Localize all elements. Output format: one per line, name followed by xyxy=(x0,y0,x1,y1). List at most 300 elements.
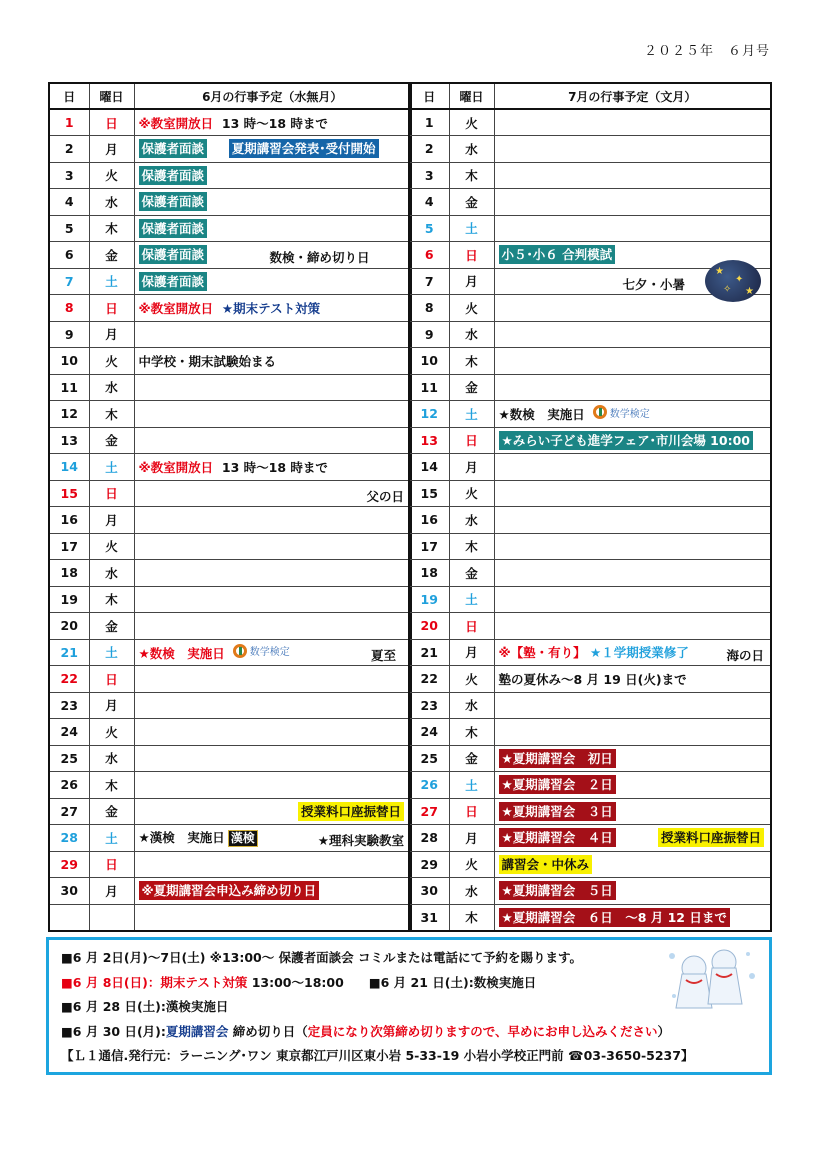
day-number: 8 xyxy=(49,295,89,322)
geshi-label: 夏至 xyxy=(370,647,396,663)
day-number: 9 xyxy=(49,321,89,348)
furikae-label: 授業料口座振替日 xyxy=(658,828,764,847)
event-cell xyxy=(134,480,411,507)
weekday: 金 xyxy=(89,242,134,269)
july-header-day: 日 xyxy=(409,83,449,109)
weekday: 土 xyxy=(89,825,134,852)
day-number: 6 xyxy=(49,242,89,269)
event-cell xyxy=(494,374,771,401)
june-row xyxy=(49,878,411,905)
july-row xyxy=(409,798,771,825)
weekday: 木 xyxy=(449,162,494,189)
weekday: 土 xyxy=(89,454,134,481)
sukken-day-label: ★数検 実施日 xyxy=(138,645,225,661)
july-row xyxy=(409,745,771,772)
day-number: 8 xyxy=(409,295,449,322)
event-cell xyxy=(134,745,411,772)
notice-line-5: 【Ｌ１通信.発行元：ラーニング･ワン 東京都江戸川区東小岩 5-33-19 小岩小学校正門前 ☎03-3650-5237】 xyxy=(61,1048,694,1063)
weekday xyxy=(89,904,134,931)
july-header-title: 7月の行事予定（文月） xyxy=(494,83,771,109)
issue-label: ２０２５年 ６月号 xyxy=(643,44,770,59)
furikae-label: 授業料口座振替日 xyxy=(298,802,404,821)
june-row xyxy=(49,189,411,216)
event-cell xyxy=(134,639,411,666)
june-row xyxy=(49,242,411,269)
day-number: 21 xyxy=(49,639,89,666)
july-row xyxy=(409,586,771,613)
notice-line-2: ■6 月 8日(日)：期末テスト対策 13:00～18:00 ■6 月 21 日(土):数検実施日 xyxy=(61,974,537,990)
weekday: 日 xyxy=(89,295,134,322)
day-number: 21 xyxy=(409,639,449,666)
weekday: 金 xyxy=(449,560,494,587)
weekday: 金 xyxy=(449,189,494,216)
day-number: 20 xyxy=(409,613,449,640)
weekday: 火 xyxy=(449,480,494,507)
event-cell xyxy=(494,586,771,613)
day-number: 17 xyxy=(409,533,449,560)
event-cell xyxy=(134,825,411,852)
weekday: 火 xyxy=(449,295,494,322)
natsuyasumi-label: 塾の夏休み～8 月 19 日(火)まで xyxy=(498,671,687,687)
sugaku-kentei-icon xyxy=(233,644,247,658)
event-cell xyxy=(494,878,771,905)
kimatsu-label: ★期末テスト対策 xyxy=(221,300,321,316)
weekday: 金 xyxy=(449,745,494,772)
event-cell xyxy=(494,427,771,454)
event-cell xyxy=(134,295,411,322)
event-cell xyxy=(494,692,771,719)
july-header-weekday: 曜日 xyxy=(449,83,494,109)
weekday: 水 xyxy=(89,560,134,587)
day-number: 19 xyxy=(409,586,449,613)
event-cell xyxy=(134,321,411,348)
day-number: 5 xyxy=(49,215,89,242)
day-number: 14 xyxy=(409,454,449,481)
kaki-day-label: ★夏期講習会 ５日 xyxy=(499,881,616,900)
day-number: 13 xyxy=(49,427,89,454)
event-cell xyxy=(494,719,771,746)
event-cell xyxy=(134,586,411,613)
day-number: 22 xyxy=(49,666,89,693)
day-number: 10 xyxy=(49,348,89,375)
event-cell xyxy=(134,454,411,481)
weekday: 土 xyxy=(449,401,494,428)
june-row xyxy=(49,480,411,507)
july-row xyxy=(409,666,771,693)
weekday: 木 xyxy=(89,215,134,242)
july-row xyxy=(409,613,771,640)
weekday: 月 xyxy=(89,507,134,534)
day-number: 29 xyxy=(49,851,89,878)
weekday: 日 xyxy=(449,798,494,825)
weekday: 水 xyxy=(449,321,494,348)
day-number: 23 xyxy=(409,692,449,719)
notice-line-1: ■6 月 2日(月)～7日(土) ※13:00～ 保護者面談会 コミルまたは電話にて予約を賜ります。 xyxy=(61,950,582,965)
open-day-label: ※教室開放日 xyxy=(138,300,214,316)
day-number: 2 xyxy=(49,136,89,163)
day-number: 30 xyxy=(49,878,89,905)
event-cell xyxy=(494,454,771,481)
june-header-day: 日 xyxy=(49,83,89,109)
event-cell xyxy=(494,825,771,852)
june-row xyxy=(49,136,411,163)
day-number: 5 xyxy=(409,215,449,242)
tanabata-illustration: ★ ✦ ★ ✧ xyxy=(705,260,761,302)
event-cell xyxy=(134,401,411,428)
june-row xyxy=(49,745,411,772)
gohan-moshi-label: 小５･小６ 合判模試 xyxy=(499,245,616,264)
event-cell xyxy=(494,613,771,640)
july-row xyxy=(409,136,771,163)
weekday: 水 xyxy=(89,189,134,216)
weekday: 火 xyxy=(449,851,494,878)
event-cell xyxy=(134,348,411,375)
event-cell xyxy=(134,189,411,216)
day-number: 11 xyxy=(409,374,449,401)
day-number: 25 xyxy=(49,745,89,772)
june-row xyxy=(49,798,411,825)
june-header-weekday: 曜日 xyxy=(89,83,134,109)
june-row xyxy=(49,268,411,295)
weekday: 月 xyxy=(449,639,494,666)
july-row xyxy=(409,374,771,401)
weekday: 金 xyxy=(89,613,134,640)
sukken-deadline-label: 数検・締め切り日 xyxy=(269,250,370,265)
fair-label: ★みらい子ども進学フェア･市川会場 10:00 xyxy=(499,431,753,450)
weekday: 水 xyxy=(449,136,494,163)
day-number: 17 xyxy=(49,533,89,560)
chugaku-exam-label: 中学校・期末試験始まる xyxy=(138,353,277,369)
weekday: 木 xyxy=(89,401,134,428)
term-end-label: ★１学期授業修了 xyxy=(590,645,689,661)
june-row xyxy=(49,215,411,242)
notice-line-3: ■6 月 28 日(土):漢検実施日 xyxy=(61,999,229,1014)
july-row xyxy=(409,321,771,348)
event-cell xyxy=(494,666,771,693)
weekday: 木 xyxy=(89,772,134,799)
event-cell xyxy=(494,507,771,534)
event-cell xyxy=(494,560,771,587)
day-number: 9 xyxy=(409,321,449,348)
day-number xyxy=(49,904,89,931)
weekday: 日 xyxy=(89,851,134,878)
june-row xyxy=(49,560,411,587)
open-day-label: ※教室開放日 xyxy=(138,115,214,131)
day-number: 27 xyxy=(49,798,89,825)
rika-label: ★理科実験教室 xyxy=(317,833,404,848)
kanken-day-label: ★漢検 実施日 xyxy=(138,830,225,846)
day-number: 1 xyxy=(409,109,449,136)
mendan-label: 保護者面談 xyxy=(139,139,208,158)
weekday: 木 xyxy=(89,586,134,613)
weekday: 木 xyxy=(449,533,494,560)
event-cell xyxy=(134,427,411,454)
weekday: 火 xyxy=(89,348,134,375)
day-number: 16 xyxy=(409,507,449,534)
event-cell xyxy=(494,189,771,216)
event-cell xyxy=(494,321,771,348)
event-cell xyxy=(494,162,771,189)
june-row xyxy=(49,162,411,189)
weekday: 日 xyxy=(449,613,494,640)
july-row xyxy=(409,401,771,428)
july-row xyxy=(409,533,771,560)
sugaku-kentei-logo: 数学検定 xyxy=(593,405,650,420)
event-cell xyxy=(134,719,411,746)
day-number: 19 xyxy=(49,586,89,613)
july-row xyxy=(409,162,771,189)
july-calendar xyxy=(408,82,772,932)
june-row xyxy=(49,348,411,375)
notice-line-4: ■6 月 30 日(月):夏期講習会 締め切り日（定員になり次第締め切りますので、早めにお申し込みください） xyxy=(61,1023,671,1039)
mendan-label: 保護者面談 xyxy=(139,272,208,291)
day-number: 15 xyxy=(49,480,89,507)
day-number: 13 xyxy=(409,427,449,454)
july-row xyxy=(409,772,771,799)
june-row xyxy=(49,401,411,428)
july-row xyxy=(409,719,771,746)
kanken-logo: 漢検 xyxy=(228,830,258,847)
day-number: 3 xyxy=(49,162,89,189)
day-number: 22 xyxy=(409,666,449,693)
june-row xyxy=(49,613,411,640)
june-row xyxy=(49,904,411,931)
hours-label: 13 時～18 時まで xyxy=(221,115,328,131)
weekday: 月 xyxy=(449,268,494,295)
weekday: 日 xyxy=(449,427,494,454)
day-number: 7 xyxy=(409,268,449,295)
summer-deadline-label: ※夏期講習会申込み締め切り日 xyxy=(139,881,320,900)
event-cell xyxy=(494,215,771,242)
july-row xyxy=(409,189,771,216)
july-row xyxy=(409,507,771,534)
weekday: 水 xyxy=(89,374,134,401)
weekday: 金 xyxy=(89,427,134,454)
day-number: 2 xyxy=(409,136,449,163)
day-number: 30 xyxy=(409,878,449,905)
event-cell xyxy=(134,666,411,693)
day-number: 14 xyxy=(49,454,89,481)
kaki-day-label: ★夏期講習会 ３日 xyxy=(499,802,616,821)
event-cell xyxy=(494,904,771,931)
june-row xyxy=(49,772,411,799)
day-number: 6 xyxy=(409,242,449,269)
weekday: 木 xyxy=(449,719,494,746)
weekday: 土 xyxy=(89,639,134,666)
june-row xyxy=(49,825,411,852)
july-row xyxy=(409,825,771,852)
kaki-day-label: ★夏期講習会 初日 xyxy=(499,749,616,768)
event-cell xyxy=(494,136,771,163)
weekday: 火 xyxy=(449,109,494,136)
june-row xyxy=(49,295,411,322)
mendan-label: 保護者面談 xyxy=(139,219,208,238)
teruteru-illustration xyxy=(664,946,764,1026)
weekday: 土 xyxy=(449,772,494,799)
june-row xyxy=(49,639,411,666)
weekday: 火 xyxy=(89,162,134,189)
day-number: 27 xyxy=(409,798,449,825)
day-number: 26 xyxy=(409,772,449,799)
event-cell xyxy=(494,798,771,825)
june-row xyxy=(49,507,411,534)
weekday: 土 xyxy=(449,215,494,242)
event-cell xyxy=(134,136,411,163)
sugaku-kentei-logo: 数学検定 xyxy=(233,643,290,658)
mendan-label: 保護者面談 xyxy=(139,245,208,264)
chukyu-label: 講習会・中休み xyxy=(499,855,593,874)
day-number: 24 xyxy=(409,719,449,746)
tanabata-label: 七夕・小暑 xyxy=(622,276,686,292)
kaki-day-label: ★夏期講習会 ６日 ～8 月 12 日まで xyxy=(499,908,730,927)
event-cell xyxy=(134,772,411,799)
weekday: 日 xyxy=(89,109,134,136)
weekday: 金 xyxy=(89,798,134,825)
mendan-label: 保護者面談 xyxy=(139,166,208,185)
event-cell xyxy=(134,798,411,825)
july-row xyxy=(409,639,771,666)
weekday: 月 xyxy=(89,878,134,905)
day-number: 26 xyxy=(49,772,89,799)
event-cell xyxy=(134,692,411,719)
june-row xyxy=(49,374,411,401)
july-row xyxy=(409,851,771,878)
day-number: 11 xyxy=(49,374,89,401)
june-row xyxy=(49,109,411,136)
weekday: 木 xyxy=(449,904,494,931)
weekday: 月 xyxy=(89,692,134,719)
weekday: 土 xyxy=(89,268,134,295)
july-row xyxy=(409,454,771,481)
july-row xyxy=(409,427,771,454)
day-number: 3 xyxy=(409,162,449,189)
july-row xyxy=(409,904,771,931)
weekday: 月 xyxy=(89,136,134,163)
umi-label: 海の日 xyxy=(726,647,764,663)
weekday: 月 xyxy=(449,454,494,481)
event-cell xyxy=(494,401,771,428)
july-row xyxy=(409,480,771,507)
event-cell xyxy=(494,745,771,772)
event-cell xyxy=(134,560,411,587)
event-cell xyxy=(134,613,411,640)
june-row xyxy=(49,851,411,878)
july-row xyxy=(409,692,771,719)
june-row xyxy=(49,321,411,348)
day-number: 28 xyxy=(409,825,449,852)
weekday: 月 xyxy=(89,321,134,348)
day-number: 4 xyxy=(409,189,449,216)
weekday: 水 xyxy=(89,745,134,772)
juku-label: ※【塾・有り】 xyxy=(498,645,586,661)
day-number: 24 xyxy=(49,719,89,746)
event-cell xyxy=(494,348,771,375)
weekday: 火 xyxy=(449,666,494,693)
day-number: 4 xyxy=(49,189,89,216)
event-cell xyxy=(494,851,771,878)
day-number: 12 xyxy=(409,401,449,428)
weekday: 金 xyxy=(449,374,494,401)
july-row xyxy=(409,215,771,242)
weekday: 日 xyxy=(89,666,134,693)
day-number: 23 xyxy=(49,692,89,719)
june-row xyxy=(49,692,411,719)
open-day-label: ※教室開放日 xyxy=(138,459,214,475)
day-number: 18 xyxy=(409,560,449,587)
july-row xyxy=(409,878,771,905)
june-row xyxy=(49,533,411,560)
event-cell xyxy=(494,772,771,799)
event-cell xyxy=(134,904,411,931)
weekday: 水 xyxy=(449,507,494,534)
day-number: 28 xyxy=(49,825,89,852)
event-cell xyxy=(134,162,411,189)
day-number: 1 xyxy=(49,109,89,136)
kaki-day-label: ★夏期講習会 ４日 xyxy=(499,828,616,847)
day-number: 12 xyxy=(49,401,89,428)
event-cell xyxy=(134,507,411,534)
event-cell xyxy=(134,878,411,905)
sukken-day-label: ★数検 実施日 xyxy=(498,407,585,422)
day-number: 18 xyxy=(49,560,89,587)
day-number: 31 xyxy=(409,904,449,931)
event-cell xyxy=(494,480,771,507)
july-row xyxy=(409,560,771,587)
july-row xyxy=(409,348,771,375)
day-number: 10 xyxy=(409,348,449,375)
event-cell xyxy=(494,533,771,560)
june-row xyxy=(49,427,411,454)
june-row xyxy=(49,719,411,746)
june-row xyxy=(49,666,411,693)
mendan-label: 保護者面談 xyxy=(139,192,208,211)
event-cell xyxy=(134,533,411,560)
weekday: 水 xyxy=(449,692,494,719)
event-cell xyxy=(134,109,411,136)
fathers-day-label: 父の日 xyxy=(366,488,404,504)
day-number: 25 xyxy=(409,745,449,772)
event-cell xyxy=(134,268,411,295)
event-cell xyxy=(494,639,771,666)
day-number: 7 xyxy=(49,268,89,295)
weekday: 月 xyxy=(449,825,494,852)
july-row xyxy=(409,109,771,136)
weekday: 日 xyxy=(449,242,494,269)
weekday: 木 xyxy=(449,348,494,375)
event-cell xyxy=(134,374,411,401)
june-header-title: 6月の行事予定（水無月） xyxy=(134,83,411,109)
event-cell xyxy=(134,851,411,878)
weekday: 日 xyxy=(89,480,134,507)
event-cell xyxy=(494,109,771,136)
day-number: 15 xyxy=(409,480,449,507)
event-cell xyxy=(134,215,411,242)
weekday: 土 xyxy=(449,586,494,613)
sugaku-kentei-icon xyxy=(593,405,607,419)
day-number: 20 xyxy=(49,613,89,640)
weekday: 火 xyxy=(89,719,134,746)
june-row xyxy=(49,586,411,613)
june-calendar xyxy=(48,82,412,932)
june-row xyxy=(49,454,411,481)
hours-label: 13 時～18 時まで xyxy=(221,459,328,475)
day-number: 16 xyxy=(49,507,89,534)
summer-announce-label: 夏期講習会発表･受付開始 xyxy=(229,139,379,158)
weekday: 火 xyxy=(89,533,134,560)
day-number: 29 xyxy=(409,851,449,878)
event-cell xyxy=(134,242,411,269)
kaki-day-label: ★夏期講習会 ２日 xyxy=(499,775,616,794)
